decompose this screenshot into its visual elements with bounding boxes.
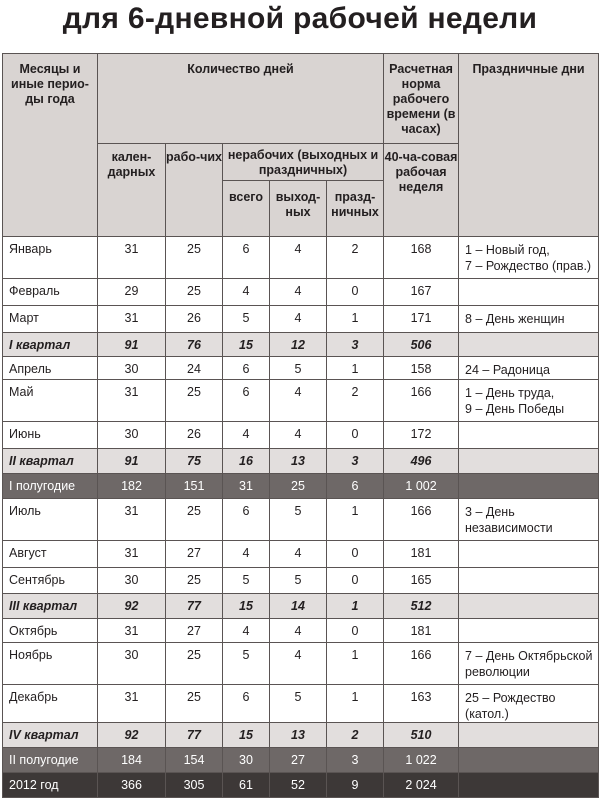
norm-hours: 163 [384, 685, 459, 723]
holiday-note [459, 333, 599, 357]
weekend-days: 4 [270, 279, 327, 306]
calendar-days: 31 [98, 541, 166, 568]
calendar-days: 91 [98, 449, 166, 474]
working-days: 305 [166, 773, 223, 798]
working-days: 25 [166, 568, 223, 594]
holiday-note [459, 380, 599, 422]
holiday-count: 1 [327, 306, 384, 333]
nonworking-total: 6 [223, 357, 270, 380]
holiday-note [459, 237, 599, 279]
weekend-days: 4 [270, 643, 327, 685]
working-days: 24 [166, 357, 223, 380]
holiday-count: 9 [327, 773, 384, 798]
weekend-days: 5 [270, 685, 327, 723]
holiday-note-line: 1 – День труда, [465, 386, 555, 400]
working-days: 75 [166, 449, 223, 474]
holiday-note-line: 3 – День [465, 505, 515, 519]
holiday-note [459, 499, 599, 541]
norm-hours: 172 [384, 422, 459, 449]
norm-hours: 168 [384, 237, 459, 279]
working-days: 76 [166, 333, 223, 357]
norm-hours: 181 [384, 619, 459, 643]
norm-hours: 506 [384, 333, 459, 357]
holiday-note [459, 773, 599, 798]
row-name: Сентябрь [3, 568, 98, 594]
page-title: для 6-дневной рабочей недели [62, 2, 538, 35]
norm-hours: 510 [384, 723, 459, 748]
nonworking-total: 4 [223, 279, 270, 306]
holiday-note [459, 568, 599, 594]
norm-hours: 166 [384, 643, 459, 685]
holiday-count: 1 [327, 685, 384, 723]
norm-hours: 1 022 [384, 748, 459, 773]
header-total: всего [223, 181, 270, 237]
calendar-days: 92 [98, 594, 166, 619]
norm-hours: 2 024 [384, 773, 459, 798]
weekend-days: 13 [270, 723, 327, 748]
holiday-count: 3 [327, 449, 384, 474]
norm-hours: 1 002 [384, 474, 459, 499]
calendar-days: 91 [98, 333, 166, 357]
holiday-note: 24 – Радоница [459, 357, 599, 380]
calendar-days: 182 [98, 474, 166, 499]
nonworking-total: 15 [223, 594, 270, 619]
holiday-note-line: 7 – Рождество (прав.) [465, 259, 592, 273]
nonworking-total: 4 [223, 541, 270, 568]
calendar-days: 92 [98, 723, 166, 748]
working-days: 25 [166, 380, 223, 422]
working-days: 25 [166, 499, 223, 541]
header-40h-week: 40-ча-совая рабочая неделя [384, 144, 459, 237]
weekend-days: 4 [270, 619, 327, 643]
holiday-note [459, 449, 599, 474]
row-name: Декабрь [3, 685, 98, 723]
calendar-days: 31 [98, 685, 166, 723]
nonworking-total: 6 [223, 237, 270, 279]
holiday-note: 25 – Рождество (катол.) [459, 685, 599, 723]
nonworking-total: 4 [223, 619, 270, 643]
header-period: Месяцы и иные перио-ды года [3, 54, 98, 237]
working-days: 77 [166, 723, 223, 748]
nonworking-total: 15 [223, 333, 270, 357]
holiday-note [459, 422, 599, 449]
nonworking-total: 5 [223, 643, 270, 685]
row-name: Июнь [3, 422, 98, 449]
weekend-days: 5 [270, 357, 327, 380]
calendar-days: 30 [98, 357, 166, 380]
holiday-count: 0 [327, 279, 384, 306]
calendar-days: 30 [98, 568, 166, 594]
nonworking-total: 5 [223, 568, 270, 594]
row-name: II квартал [3, 449, 98, 474]
working-days: 26 [166, 306, 223, 333]
header-working: рабо-чих [166, 144, 223, 237]
weekend-days: 5 [270, 568, 327, 594]
nonworking-total: 61 [223, 773, 270, 798]
header-holiday-days: празд-ничных [327, 181, 384, 237]
working-time-table [2, 53, 599, 798]
holiday-note [459, 748, 599, 773]
header-holidays: Праздничные дни [459, 54, 599, 237]
holiday-count: 0 [327, 568, 384, 594]
weekend-days: 27 [270, 748, 327, 773]
calendar-days: 31 [98, 619, 166, 643]
header-calendar: кален-дарных [98, 144, 166, 237]
weekend-days: 4 [270, 541, 327, 568]
working-days: 25 [166, 237, 223, 279]
holiday-count: 0 [327, 619, 384, 643]
norm-hours: 166 [384, 380, 459, 422]
working-days: 25 [166, 685, 223, 723]
nonworking-total: 30 [223, 748, 270, 773]
header-weekends: выход-ных [270, 181, 327, 237]
row-name: I полугодие [3, 474, 98, 499]
working-days: 25 [166, 279, 223, 306]
row-name: I квартал [3, 333, 98, 357]
row-name: Ноябрь [3, 643, 98, 685]
row-name: IV квартал [3, 723, 98, 748]
holiday-count: 2 [327, 237, 384, 279]
row-name: Апрель [3, 357, 98, 380]
nonworking-total: 31 [223, 474, 270, 499]
norm-hours: 167 [384, 279, 459, 306]
header-norm: Расчетная норма рабочего времени (в часах) [384, 54, 459, 144]
holiday-note-line: независимости [465, 521, 553, 535]
row-name: Июль [3, 499, 98, 541]
row-name: III квартал [3, 594, 98, 619]
holiday-note: 8 – День женщин [459, 306, 599, 333]
holiday-note [459, 541, 599, 568]
weekend-days: 4 [270, 422, 327, 449]
working-days: 27 [166, 541, 223, 568]
row-name: Март [3, 306, 98, 333]
holiday-count: 3 [327, 748, 384, 773]
working-days: 26 [166, 422, 223, 449]
working-days: 154 [166, 748, 223, 773]
norm-hours: 158 [384, 357, 459, 380]
nonworking-total: 15 [223, 723, 270, 748]
weekend-days: 4 [270, 306, 327, 333]
row-name: Май [3, 380, 98, 422]
calendar-days: 30 [98, 422, 166, 449]
row-name: Февраль [3, 279, 98, 306]
holiday-note [459, 619, 599, 643]
holiday-note [459, 723, 599, 748]
header-days: Количество дней [98, 54, 384, 144]
nonworking-total: 6 [223, 380, 270, 422]
calendar-days: 31 [98, 499, 166, 541]
nonworking-total: 6 [223, 499, 270, 541]
holiday-note-line: 1 – Новый год, [465, 243, 550, 257]
working-days: 27 [166, 619, 223, 643]
holiday-note-line: 7 – День Октябрьской [465, 649, 593, 663]
row-name: II полугодие [3, 748, 98, 773]
holiday-note [459, 279, 599, 306]
row-name: Август [3, 541, 98, 568]
holiday-count: 1 [327, 643, 384, 685]
holiday-count: 1 [327, 594, 384, 619]
norm-hours: 171 [384, 306, 459, 333]
holiday-note [459, 474, 599, 499]
row-name: 2012 год [3, 773, 98, 798]
weekend-days: 52 [270, 773, 327, 798]
weekend-days: 4 [270, 380, 327, 422]
holiday-count: 1 [327, 499, 384, 541]
holiday-count: 2 [327, 380, 384, 422]
holiday-count: 0 [327, 541, 384, 568]
working-days: 77 [166, 594, 223, 619]
holiday-count: 3 [327, 333, 384, 357]
nonworking-total: 4 [223, 422, 270, 449]
weekend-days: 25 [270, 474, 327, 499]
holiday-count: 6 [327, 474, 384, 499]
row-name: Октябрь [3, 619, 98, 643]
norm-hours: 165 [384, 568, 459, 594]
weekend-days: 13 [270, 449, 327, 474]
nonworking-total: 16 [223, 449, 270, 474]
weekend-days: 12 [270, 333, 327, 357]
weekend-days: 14 [270, 594, 327, 619]
header-nonworking: нерабочих (выходных и праздничных) [223, 144, 384, 181]
nonworking-total: 5 [223, 306, 270, 333]
norm-hours: 496 [384, 449, 459, 474]
holiday-count: 0 [327, 422, 384, 449]
weekend-days: 4 [270, 237, 327, 279]
calendar-days: 29 [98, 279, 166, 306]
calendar-days: 30 [98, 643, 166, 685]
holiday-note [459, 594, 599, 619]
calendar-days: 366 [98, 773, 166, 798]
holiday-note-line: революции [465, 665, 530, 679]
holiday-count: 1 [327, 357, 384, 380]
holiday-count: 2 [327, 723, 384, 748]
calendar-days: 31 [98, 237, 166, 279]
working-days: 25 [166, 643, 223, 685]
calendar-days: 184 [98, 748, 166, 773]
working-days: 151 [166, 474, 223, 499]
norm-hours: 166 [384, 499, 459, 541]
weekend-days: 5 [270, 499, 327, 541]
holiday-note [459, 643, 599, 685]
row-name: Январь [3, 237, 98, 279]
norm-hours: 181 [384, 541, 459, 568]
norm-hours: 512 [384, 594, 459, 619]
nonworking-total: 6 [223, 685, 270, 723]
calendar-days: 31 [98, 380, 166, 422]
holiday-note-line: 9 – День Победы [465, 402, 565, 416]
calendar-days: 31 [98, 306, 166, 333]
